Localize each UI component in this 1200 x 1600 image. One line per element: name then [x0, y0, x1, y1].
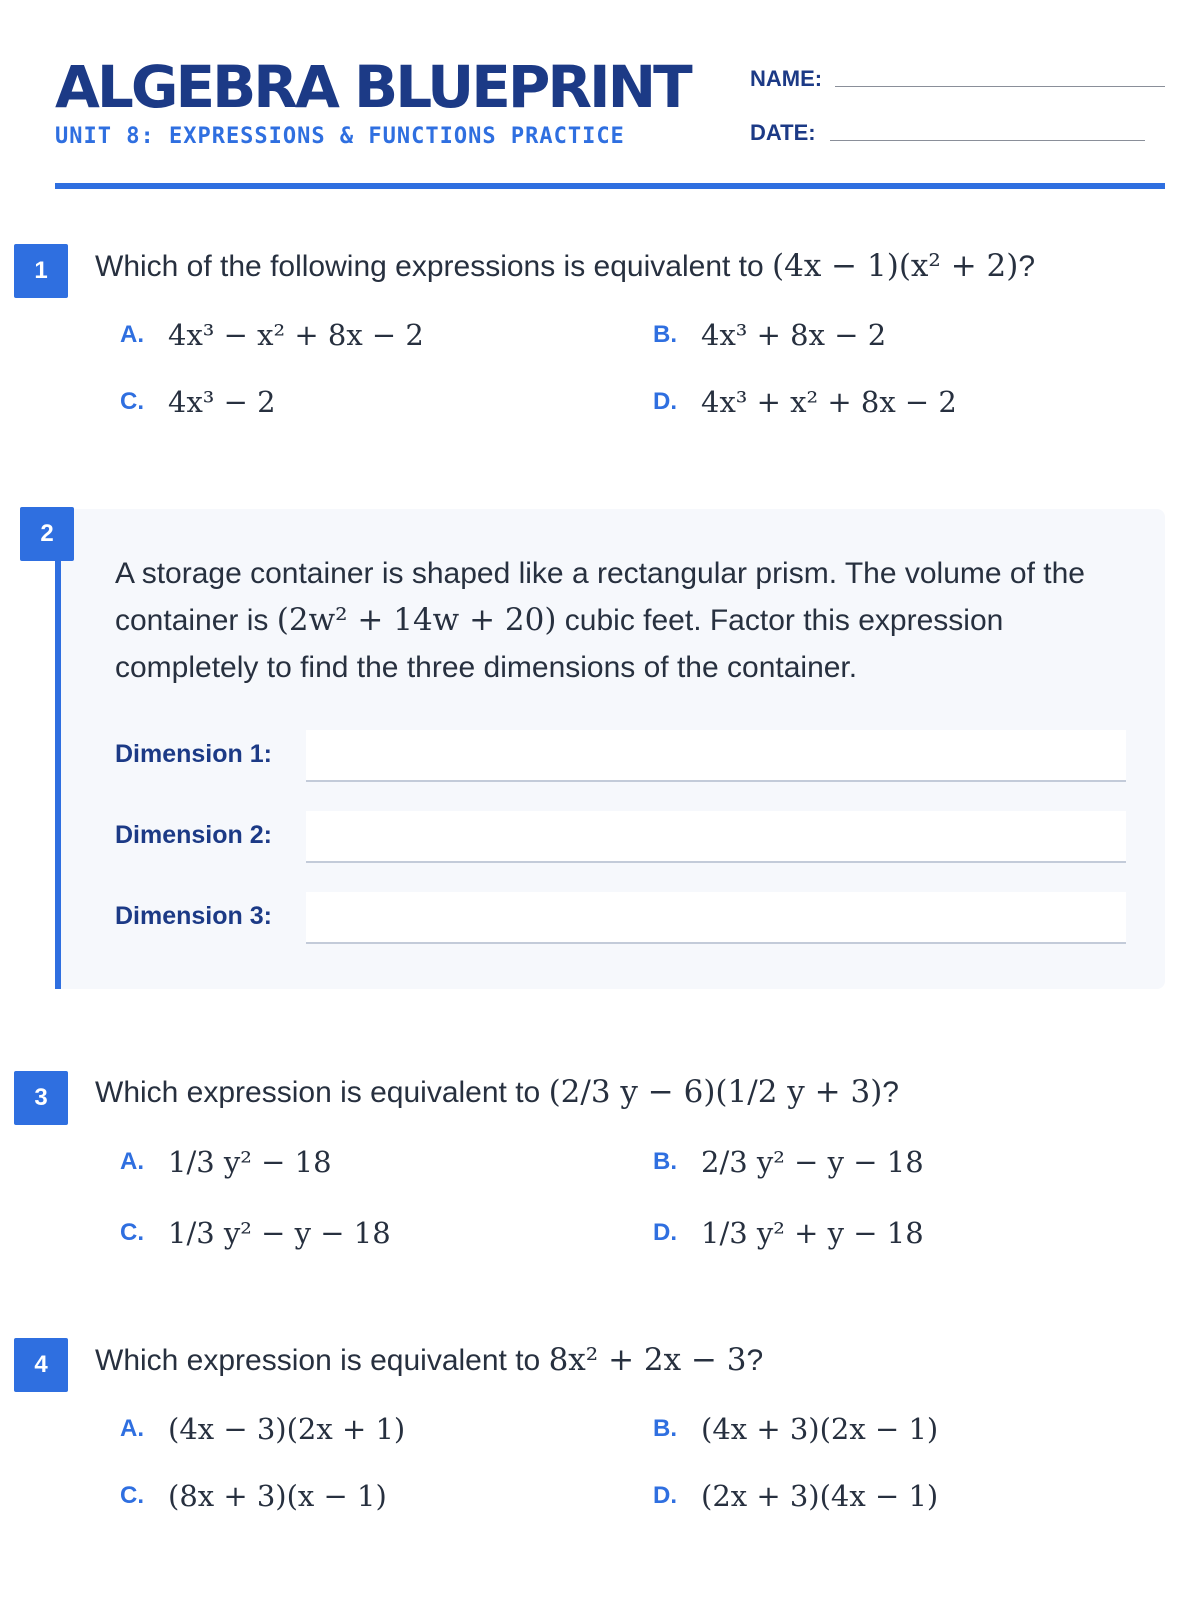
- question-3-text: Which expression is equivalent to: [95, 1076, 541, 1109]
- question-4-option-c[interactable]: [120, 1479, 387, 1513]
- question-2-number: 2: [20, 507, 74, 561]
- dimension-2-label: Dimension 2:: [115, 821, 272, 849]
- question-4-option-d[interactable]: [653, 1479, 938, 1513]
- question-3-option-d[interactable]: [653, 1216, 924, 1250]
- option-letter: D.: [653, 1482, 677, 1509]
- option-expression: 4x³ − x² + 8x − 2: [168, 318, 424, 352]
- dimension-1-label: Dimension 1:: [115, 740, 272, 768]
- option-letter: A.: [120, 321, 144, 348]
- option-letter: A.: [120, 1148, 144, 1175]
- dimension-3-label: Dimension 3:: [115, 902, 272, 930]
- question-2-math: (2w² + 14w + 20): [276, 602, 557, 638]
- question-3-prompt: Which expression is equivalent to (2/3 y − 6)(1/2 y + 3)?: [95, 1074, 899, 1110]
- name-field[interactable]: [835, 86, 1165, 87]
- option-letter: A.: [120, 1415, 144, 1442]
- question-1-prompt: Which of the following expressions is equivalent to (4x − 1)(x² + 2)?: [95, 248, 1036, 284]
- question-1-text: Which of the following expressions is equivalent to: [95, 250, 764, 283]
- question-4-option-a[interactable]: [120, 1412, 405, 1446]
- option-letter: C.: [120, 1219, 144, 1246]
- option-letter: B.: [653, 1148, 677, 1175]
- worksheet-header: [55, 50, 1165, 190]
- option-expression: 2/3 y² − y − 18: [701, 1145, 924, 1179]
- option-letter: D.: [653, 388, 677, 415]
- option-expression: (8x + 3)(x − 1): [168, 1479, 387, 1513]
- question-3-number: 3: [14, 1071, 68, 1125]
- option-expression: 4x³ − 2: [168, 385, 276, 419]
- question-2-text-after: cubic feet. Factor this expression completely to find the three dimensions of the container.: [115, 604, 1004, 684]
- option-letter: B.: [653, 1415, 677, 1442]
- date-label: DATE:: [750, 120, 816, 145]
- date-field[interactable]: [830, 140, 1145, 141]
- question-1-option-a[interactable]: [120, 318, 424, 352]
- option-letter: C.: [120, 388, 144, 415]
- question-4-text: Which expression is equivalent to: [95, 1344, 541, 1377]
- option-letter: D.: [653, 1219, 677, 1246]
- dimension-3-input[interactable]: [306, 892, 1126, 944]
- question-1-math: (4x − 1)(x² + 2): [772, 248, 1019, 284]
- question-1-option-c[interactable]: [120, 385, 276, 419]
- option-expression: 4x³ + x² + 8x − 2: [701, 385, 957, 419]
- header-divider: [55, 183, 1165, 189]
- option-letter: C.: [120, 1482, 144, 1509]
- question-3-option-b[interactable]: [653, 1145, 924, 1179]
- question-1-option-d[interactable]: [653, 385, 957, 419]
- question-3-option-a[interactable]: [120, 1145, 332, 1179]
- option-expression: (4x − 3)(2x + 1): [168, 1412, 406, 1446]
- page-title: ALGEBRA BLUEPRINT: [55, 53, 690, 121]
- question-4-option-b[interactable]: [653, 1412, 938, 1446]
- dimension-1-input[interactable]: [306, 730, 1126, 782]
- option-letter: B.: [653, 321, 677, 348]
- option-expression: 1/3 y² − y − 18: [168, 1216, 391, 1250]
- option-expression: 4x³ + 8x − 2: [701, 318, 887, 352]
- question-4-number: 4: [14, 1338, 68, 1392]
- dimension-2-input[interactable]: [306, 811, 1126, 863]
- option-expression: 1/3 y² + y − 18: [701, 1216, 924, 1250]
- option-expression: 1/3 y² − 18: [168, 1145, 332, 1179]
- page-subtitle: UNIT 8: EXPRESSIONS & FUNCTIONS PRACTICE: [55, 124, 625, 149]
- name-label: NAME:: [750, 66, 823, 91]
- option-expression: (2x + 3)(4x − 1): [701, 1479, 939, 1513]
- question-2-accent-bar: [55, 509, 61, 989]
- question-2-text-before: A storage container is shaped like a rectangular prism. The volume of the container is: [115, 557, 1085, 637]
- question-4-prompt: Which expression is equivalent to 8x² + 2x − 3?: [95, 1342, 764, 1378]
- question-2-prompt: [115, 550, 1125, 691]
- question-3-option-c[interactable]: [120, 1216, 391, 1250]
- question-1-number: 1: [14, 244, 68, 298]
- question-1-option-b[interactable]: [653, 318, 886, 352]
- question-4-math: 8x² + 2x − 3: [548, 1342, 747, 1378]
- question-3-math: (2/3 y − 6)(1/2 y + 3): [548, 1074, 883, 1110]
- option-expression: (4x + 3)(2x − 1): [701, 1412, 939, 1446]
